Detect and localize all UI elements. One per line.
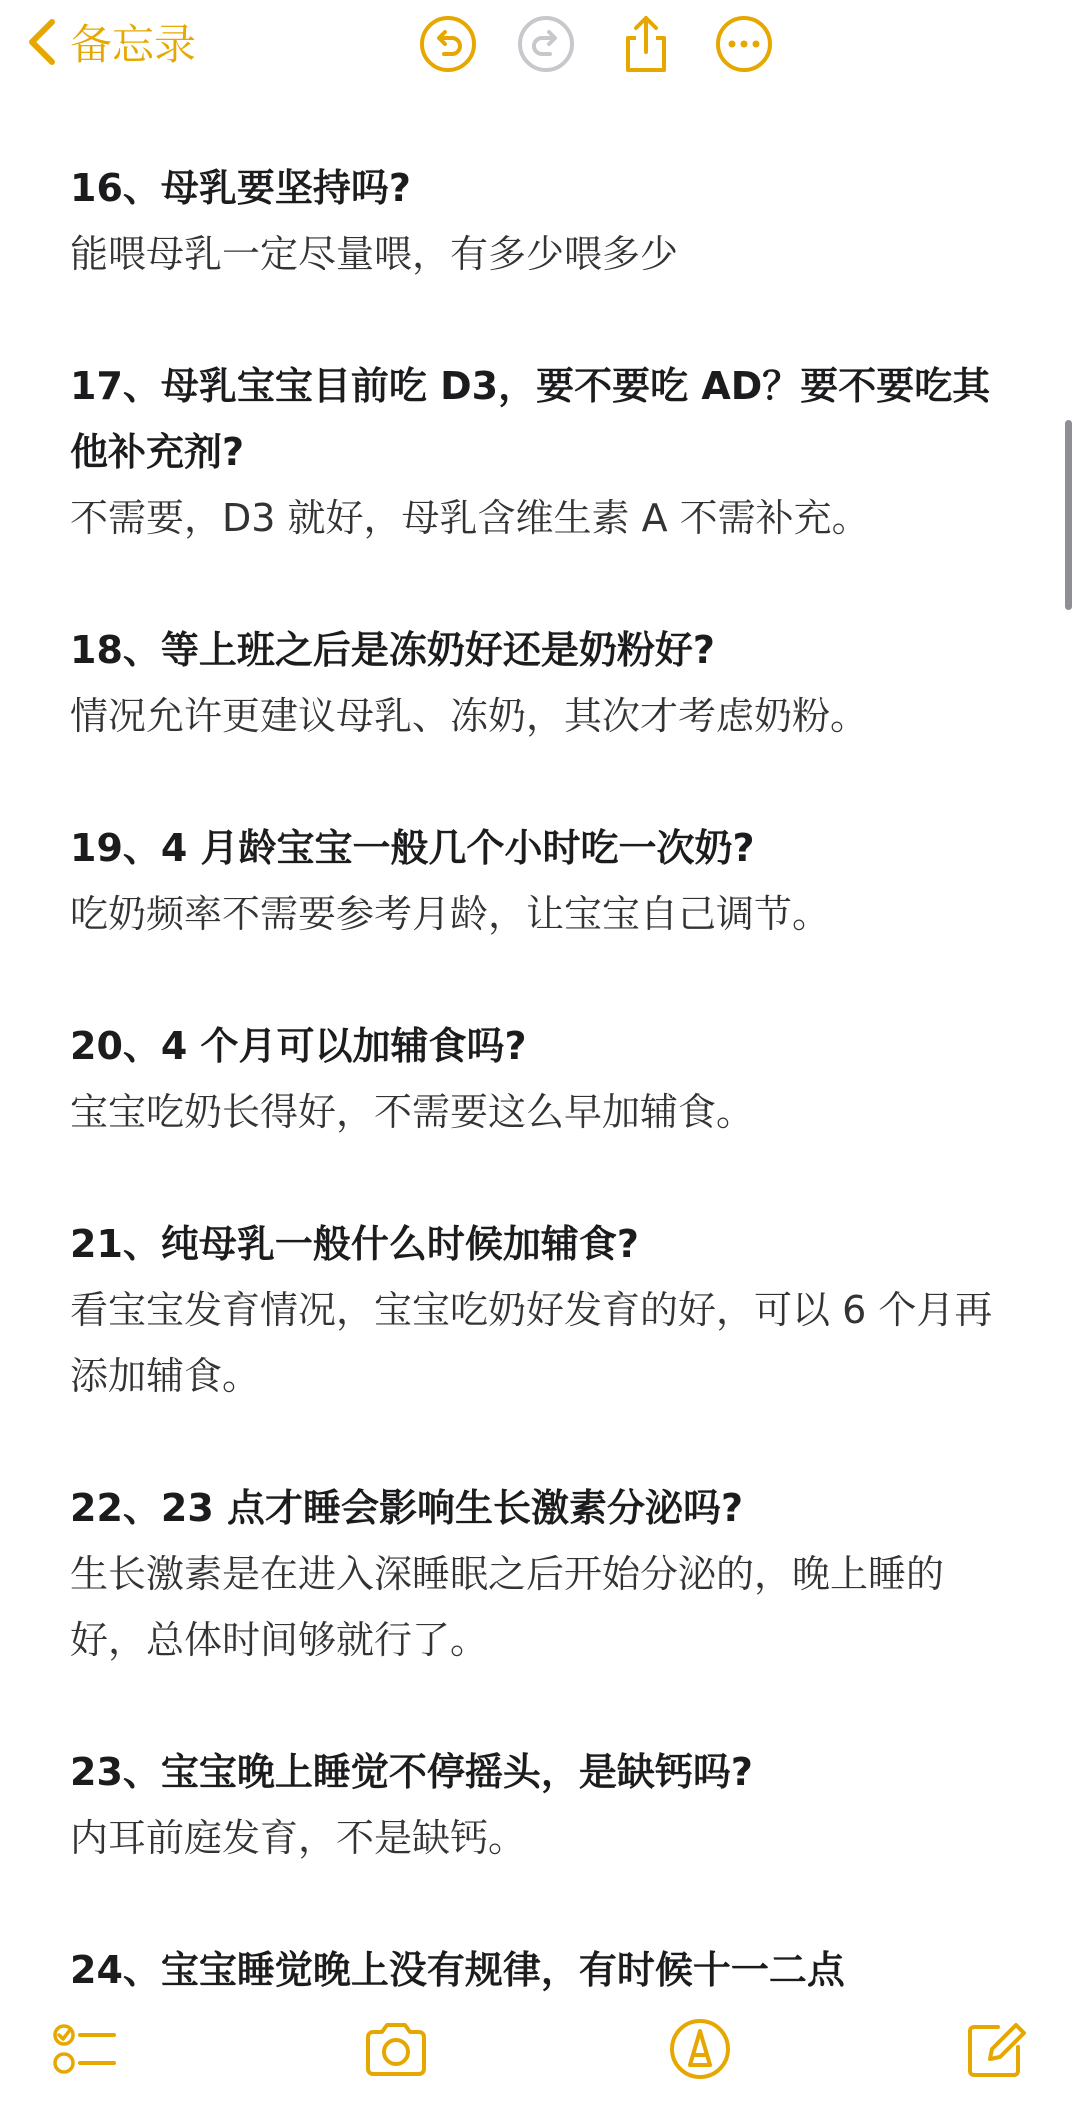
question-text: 16、母乳要坚持吗? bbox=[70, 166, 411, 210]
qa-item bbox=[70, 815, 1010, 947]
answer-text: 能喂母乳一定尽量喂，有多少喂多少 bbox=[70, 232, 679, 276]
undo-icon bbox=[416, 12, 480, 76]
question-text: 24、宝宝睡觉晚上没有规律，有时候十一二点 bbox=[70, 1948, 845, 1992]
question-text: 22、23 点才睡会影响生长激素分泌吗? bbox=[70, 1486, 744, 1530]
compose-icon bbox=[960, 2013, 1032, 2085]
qa-item bbox=[70, 353, 1010, 551]
answer-text: 内耳前庭发育，不是缺钙。 bbox=[70, 1816, 527, 1860]
share-icon bbox=[614, 12, 678, 76]
compose-button[interactable] bbox=[960, 2013, 1032, 2085]
qa-item bbox=[70, 155, 1010, 287]
camera-icon bbox=[360, 2013, 432, 2085]
markup-icon bbox=[664, 2013, 736, 2085]
redo-button[interactable] bbox=[514, 12, 578, 76]
qa-item bbox=[70, 617, 1010, 749]
question-text: 21、纯母乳一般什么时候加辅食? bbox=[70, 1222, 639, 1266]
more-icon bbox=[712, 12, 776, 76]
share-button[interactable] bbox=[614, 12, 678, 76]
chevron-left-icon bbox=[24, 16, 60, 68]
answer-text: 生长激素是在进入深睡眠之后开始分泌的，晚上睡的好，总体时间够就行了。 bbox=[70, 1552, 945, 1662]
redo-icon bbox=[514, 12, 578, 76]
more-button[interactable] bbox=[712, 12, 776, 76]
answer-text: 不需要，D3 就好，母乳含维生素 A 不需补充。 bbox=[70, 496, 870, 540]
note-body[interactable] bbox=[70, 155, 1010, 2069]
camera-button[interactable] bbox=[360, 2013, 432, 2085]
question-text: 18、等上班之后是冻奶好还是奶粉好? bbox=[70, 628, 715, 672]
question-text: 20、4 个月可以加辅食吗? bbox=[70, 1024, 527, 1068]
qa-item bbox=[70, 1211, 1010, 1409]
checklist-button[interactable] bbox=[50, 2013, 122, 2085]
question-text: 23、宝宝晚上睡觉不停摇头，是缺钙吗? bbox=[70, 1750, 753, 1794]
qa-item bbox=[70, 1937, 1010, 2003]
question-text: 19、4 月龄宝宝一般几个小时吃一次奶? bbox=[70, 826, 755, 870]
undo-button[interactable] bbox=[416, 12, 480, 76]
qa-item bbox=[70, 1013, 1010, 1145]
question-text: 17、母乳宝宝目前吃 D3，要不要吃 AD？要不要吃其他补充剂? bbox=[70, 364, 991, 474]
answer-text: 吃奶频率不需要参考月龄，让宝宝自己调节。 bbox=[70, 892, 831, 936]
back-label: 备忘录 bbox=[70, 20, 197, 69]
scroll-indicator[interactable] bbox=[1065, 420, 1072, 610]
markup-button[interactable] bbox=[664, 2013, 736, 2085]
answer-text: 情况允许更建议母乳、冻奶，其次才考虑奶粉。 bbox=[70, 694, 869, 738]
checklist-icon bbox=[50, 2013, 122, 2085]
top-navigation-bar bbox=[0, 0, 1080, 90]
bottom-toolbar bbox=[0, 1995, 1080, 2107]
qa-item bbox=[70, 1739, 1010, 1871]
answer-text: 宝宝吃奶长得好，不需要这么早加辅食。 bbox=[70, 1090, 755, 1134]
qa-item bbox=[70, 1475, 1010, 1673]
answer-text: 看宝宝发育情况，宝宝吃奶好发育的好，可以 6 个月再添加辅食。 bbox=[70, 1288, 993, 1398]
back-button[interactable] bbox=[24, 10, 196, 74]
